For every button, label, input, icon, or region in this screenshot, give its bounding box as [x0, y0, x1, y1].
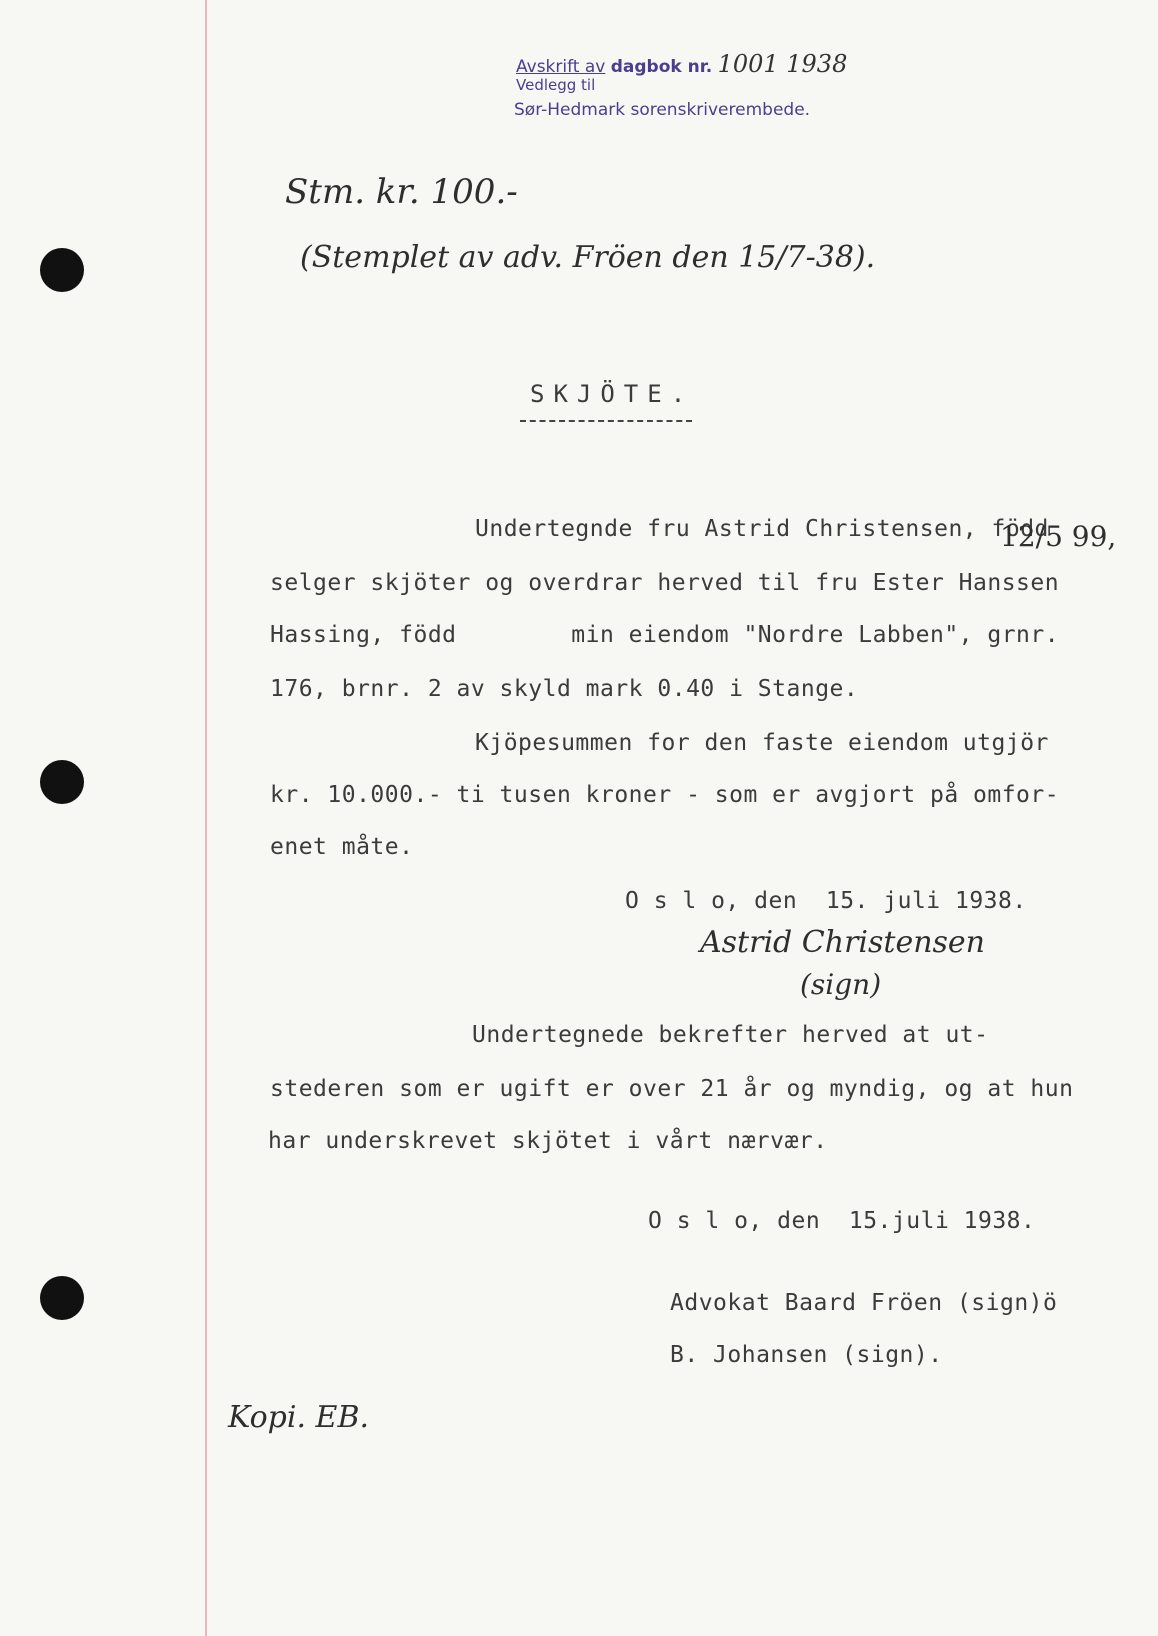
witness-2: B. Johansen (sign). — [670, 1342, 943, 1368]
stamp-number: 1001 1938 — [717, 50, 848, 78]
handwritten-stamp-note: (Stemplet av adv. Fröen den 15/7-38). — [300, 240, 876, 275]
para3-line: stederen som er ugift er over 21 år og myndig, og at hun — [270, 1076, 1074, 1102]
para3-line: har underskrevet skjötet i vårt nærvær. — [268, 1128, 828, 1154]
stamp-line-1 — [516, 50, 847, 78]
margin-line — [205, 0, 207, 1636]
document-title: SKJÖTE. — [530, 380, 695, 408]
para1-line: Undertegnde fru Astrid Christensen, född — [475, 516, 1049, 542]
handwritten-footer-initials: Kopi. EB. — [228, 1400, 370, 1435]
stamp-dagbok: dagbok nr. — [610, 57, 713, 77]
punch-hole — [40, 248, 84, 292]
handwritten-fee: Stm. kr. 100.- — [285, 172, 518, 212]
punch-hole — [40, 760, 84, 804]
place-date-2: O s l o, den 15.juli 1938. — [648, 1208, 1036, 1234]
stamp-line-2: Vedlegg til — [516, 76, 596, 94]
stamp-line-3: Sør-Hedmark sorenskriverembede. — [514, 100, 811, 120]
handwritten-signature: Astrid Christensen — [700, 925, 985, 960]
title-underline — [520, 420, 692, 422]
punch-hole — [40, 1276, 84, 1320]
place-date-1: O s l o, den 15. juli 1938. — [625, 888, 1027, 914]
para2-line: kr. 10.000.- ti tusen kroner - som er avgjort på omfor- — [270, 782, 1060, 808]
witness-1: Advokat Baard Fröen (sign)ö — [670, 1290, 1058, 1316]
handwritten-signature-note: (sign) — [800, 968, 882, 1001]
handwritten-birth-date: 12/5 99, — [1000, 520, 1117, 553]
para1-line: 176, brnr. 2 av skyld mark 0.40 i Stange. — [270, 676, 859, 702]
stamp-prefix: Avskrift av — [516, 57, 606, 77]
para3-line: Undertegnede bekrefter herved at ut- — [472, 1022, 989, 1048]
para1-line: selger skjöter og overdrar herved til fru Ester Hanssen — [270, 570, 1060, 596]
para1-line: Hassing, född min eiendom "Nordre Labben", grnr. — [270, 622, 1060, 648]
para2-line: enet måte. — [270, 834, 414, 860]
para2-line: Kjöpesummen for den faste eiendom utgjör — [475, 730, 1049, 756]
